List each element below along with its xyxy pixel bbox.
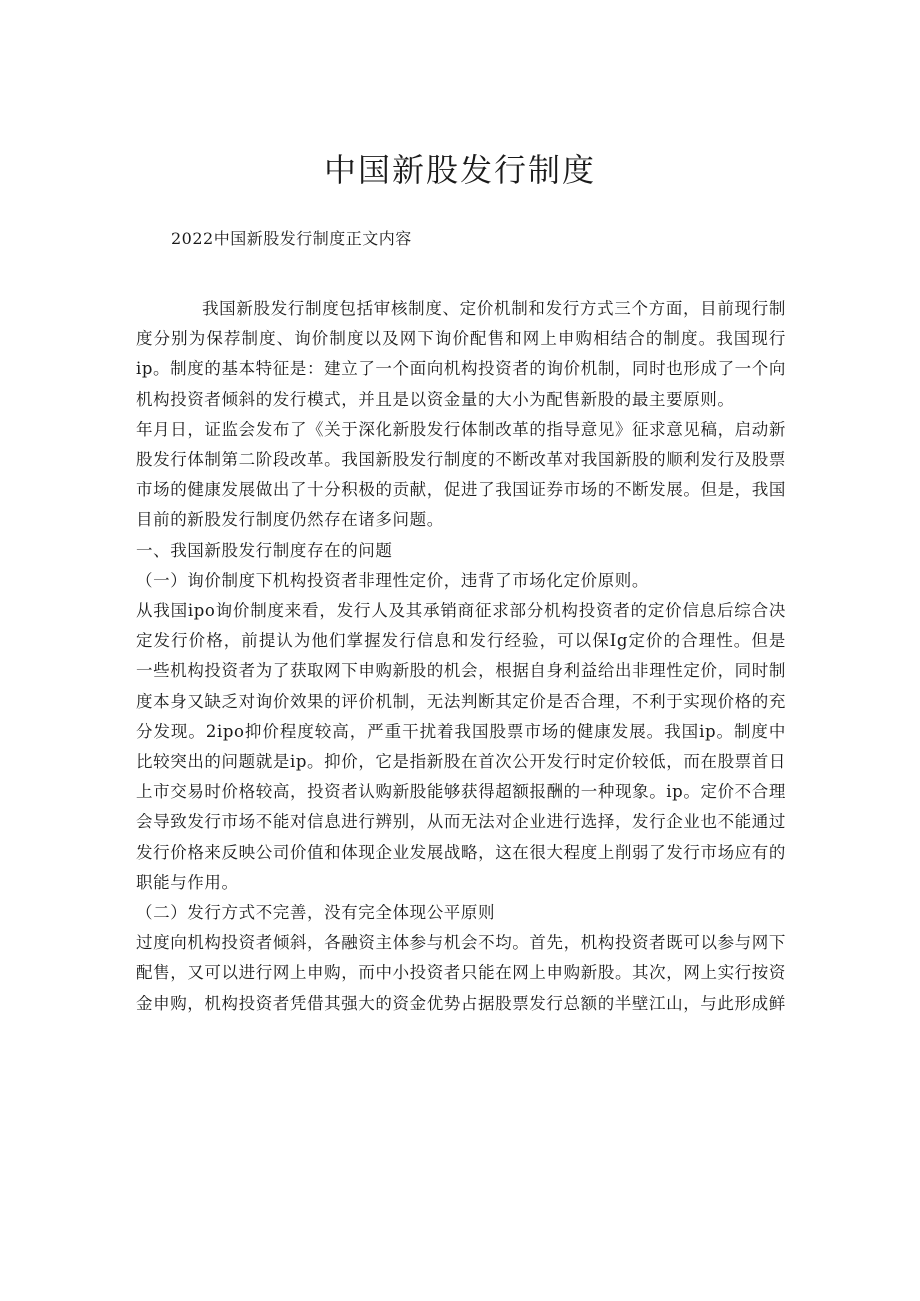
- subsection-heading-pricing: （一）询价制度下机构投资者非理性定价，违背了市场化定价原则。: [136, 570, 649, 590]
- paragraph-pricing: 从我国ipo询价制度来看，发行人及其承销商征求部分机构投资者的定价信息后综合决定发行价格，前提认为他们掌握发行信息和发行经验，可以保Ig定价的合理性。但是一些机构投资者为了获取网下申购新股的机会，根据自身利益给出非理性定价，同时制度本身又缺乏对询价效果的评价机制，无法判断其定价是否合理，不利于实现价格的充分发现。2ipo抑价程度较高，严重干扰着我国股票市场的健康发展。我国ip。制度中比较突出的问题就是ip。抑价，它是指新股在首次公开发行时定价较低，而在股票首日上市交易时价格较高，投资者认购新股能够获得超额报酬的一种现象。ip。定价不合理会导致发行市场不能对信息进行辨别，从而无法对企业进行选择，发行企业也不能通过发行价格来反映公司价值和体现企业发展战略，这在很大程度上削弱了发行市场应有的职能与作用。: [136, 601, 786, 892]
- paragraph-reform: 年月日，证监会发布了《关于深化新股发行体制改革的指导意见》征求意见稿，启动新股发行体制第二阶段改革。我国新股发行制度的不断改革对我国新股的顺利发行及股票市场的健康发展做出了十分积极的贡献，促进了我国证券市场的不断发展。但是，我国目前的新股发行制度仍然存在诸多问题。: [136, 419, 786, 530]
- section-heading-problems: 一、我国新股发行制度存在的问题: [136, 540, 393, 560]
- page-title: 中国新股发行制度: [323, 151, 596, 189]
- subsection-heading-issuance: （二）发行方式不完善，没有完全体现公平原则: [136, 903, 496, 923]
- document-subtitle: 2022中国新股发行制度正文内容: [171, 229, 412, 248]
- paragraph-intro: 我国新股发行制度包括审核制度、定价机制和发行方式三个方面，目前现行制度分别为保荐制度、询价制度以及网下询价配售和网上申购相结合的制度。我国现行ip。制度的基本特征是：建立了一个面向机构投资者的询价机制，同时也形成了一个向机构投资者倾斜的发行模式，并且是以资金量的大小为配售新股的最主要原则。: [136, 299, 786, 409]
- paragraph-issuance: 过度向机构投资者倾斜，各融资主体参与机会不均。首先，机构投资者既可以参与网下配售，又可以进行网上申购，而中小投资者只能在网上申购新股。其次，网上实行按资金申购，机构投资者凭借其强大的资金优势占据股票发行总额的半壁江山，与此形成鲜: [136, 933, 786, 1013]
- document-body: [136, 294, 786, 1019]
